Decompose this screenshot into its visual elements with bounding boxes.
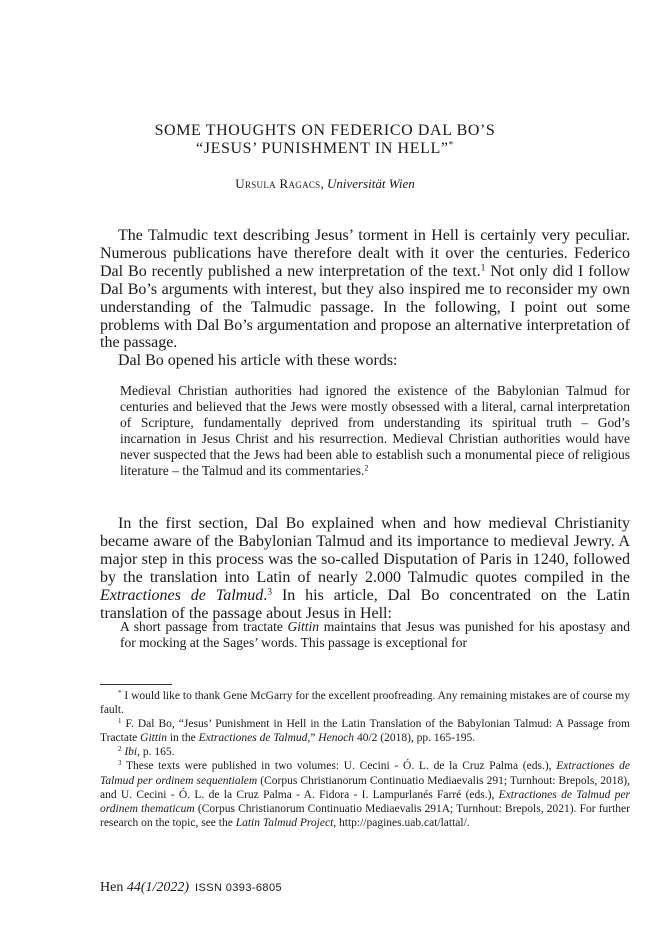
footnote-2: $^2$ Ibi, p. 165. bbox=[118, 746, 175, 759]
page-footer bbox=[100, 880, 282, 896]
body-text-middle bbox=[100, 515, 630, 622]
title-footnote-marker: * bbox=[448, 139, 454, 151]
block-quote-2: A short passage from tractate Gittin maintains that Jesus was punished for his apostasy and for mocking at the Sages’ words. This passage is exceptional for bbox=[120, 619, 630, 650]
body-text-top bbox=[100, 227, 630, 370]
paragraph-1: The Talmudic text describing Jesus’ torment in Hell is certainly very peculiar. Numerous publications have therefore dealt with it over the centuries. Federico Dal Bo recently published a new interpretation of the text.$^1$ Not only did I follow Dal Bo’s arguments with interest, but they also inspired me to reconsider my own understanding of the Talmudic passage. In the following, I point out some problems with Dal Bo’s argumentation and propose an alternative interpretation of the passage. bbox=[100, 227, 630, 352]
journal-issue: 44(1/2022) bbox=[126, 880, 190, 895]
journal-issn: ISSN 0393-6805 bbox=[195, 882, 282, 894]
footnote-ref-3: 3 bbox=[267, 586, 273, 598]
footnote-ref-2: 2 bbox=[364, 463, 369, 473]
footnote-star: * I would like to thank Gene McGarry for the excellent proofreading. Any remaining mistakes are of course my fault. bbox=[100, 690, 630, 717]
author-affiliation: Universität Wien bbox=[326, 176, 415, 191]
article-title-line-2: “JESUS’ PUNISHMENT IN HELL”* bbox=[196, 139, 454, 157]
footnote-1: $^1$ F. Dal Bo, “Jesus’ Punishment in Hell in the Latin Translation of the Babylonian Talmud: A Passage from Tractate Gittin in the Extractiones de Talmud,” Henoch 40/2 (2018), pp. 165-195. bbox=[100, 718, 630, 745]
author-line: Ursula Ragacs, Universität Wien bbox=[235, 176, 415, 191]
footnote-3: $^3$ These texts were published in two volumes: U. Cecini - Ó. L. de la Cruz Palma (eds.), Extractiones de Talmud per ordinem sequentialem (Corpus Christianorum Continuatio Mediaevalis 291; Turnhout: Brepols, 2018), and U. Cecini - Ó. L. de la Cruz Palma - A. Fidora - I. Lampurlanés Farré (eds.), Extractiones de Talmud per ordinem thematicum (Corpus Christianorum Continuatio Mediaevalis 291A; Turnhout: Brepols, 2021). For further research on the topic, see the Latin Talmud Project, http://pagines.uab.cat/lattal/. bbox=[100, 760, 630, 829]
footnote-divider bbox=[100, 684, 172, 685]
paragraph-2: Dal Bo opened his article with these words: bbox=[118, 352, 398, 370]
author-name: Ursula Ragacs bbox=[235, 176, 321, 191]
footnotes bbox=[100, 689, 630, 830]
footnote-ref-1: 1 bbox=[480, 262, 486, 274]
block-quote-1: Medieval Christian authorities had ignored the existence of the Babylonian Talmud for centuries and believed that the Jews were mostly obsessed with a literal, carnal interpretation of Scripture, fundamentally deprived from understanding its spiritual truth – God’s incarnation in Jesus Christ and his resurrection. Medieval Christian authorities would have never suspected that the Jews had been able to establish such a monumental piece of religious literature – the Talmud and its commentaries.$^2$ bbox=[120, 383, 630, 478]
article-title-line-1: SOME THOUGHTS ON FEDERICO DAL BO’S bbox=[154, 122, 496, 139]
journal-name: Hen bbox=[100, 880, 127, 895]
paragraph-3: In the first section, Dal Bo explained when and how medieval Christianity became aware of the Babylonian Talmud and its importance to medieval Jewry. A major step in this process was the so-called Disputation of Paris in 1240, followed by the translation into Latin of nearly 2.000 Talmudic quotes compiled in the Extractiones de Talmud.$^3$ In his article, Dal Bo concentrated on the Latin translation of the passage about Jesus in Hell: bbox=[100, 515, 631, 622]
